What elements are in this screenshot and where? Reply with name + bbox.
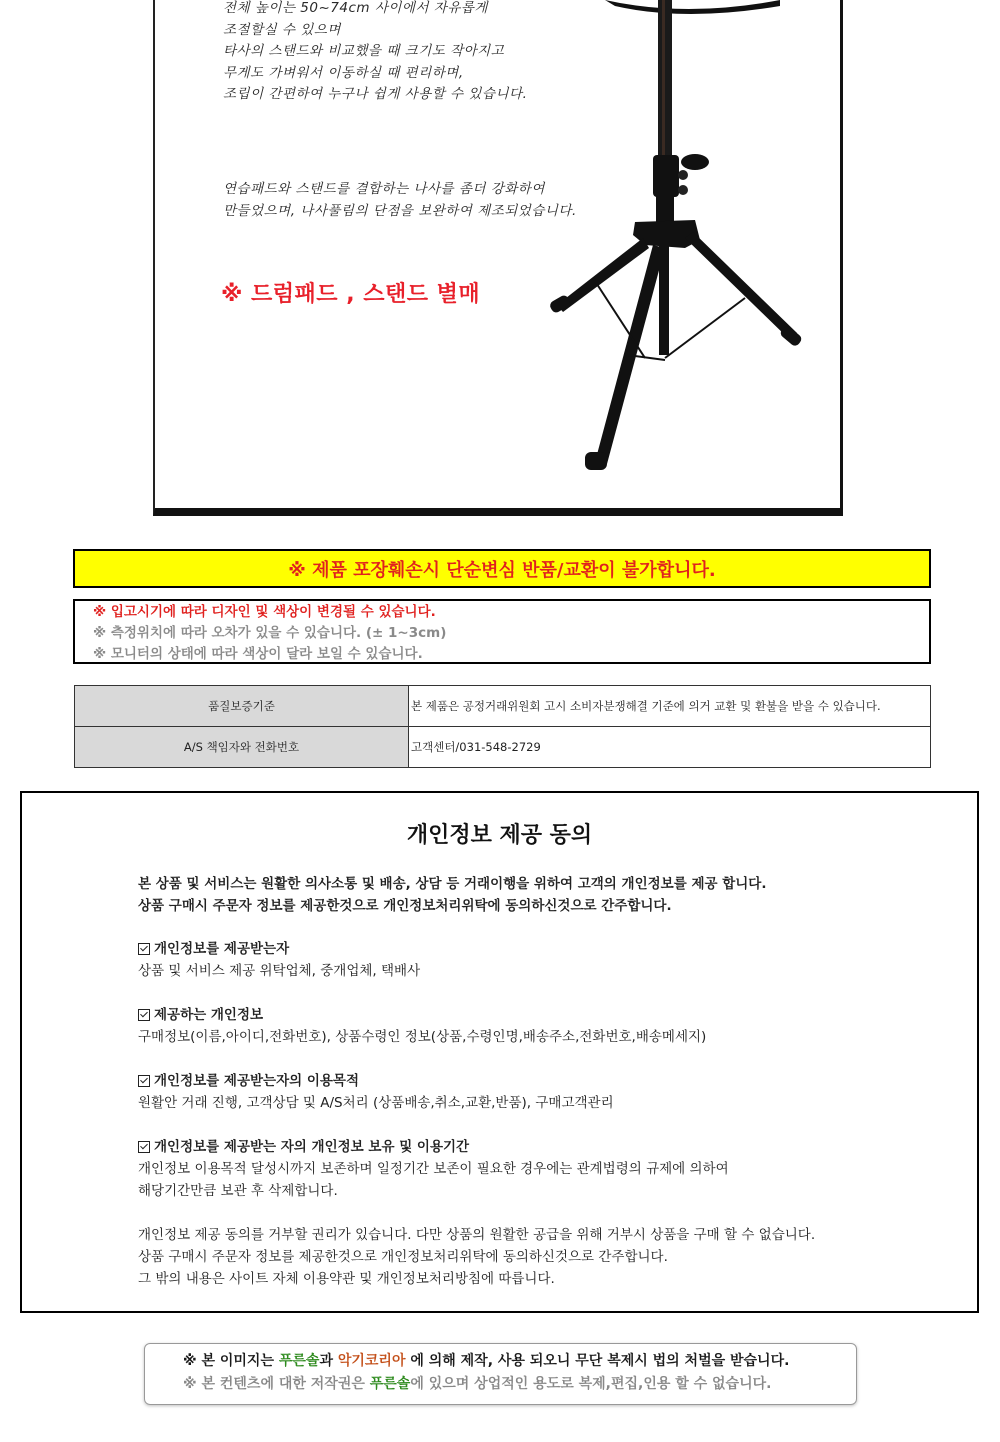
consent-section-retention [138, 1136, 938, 1202]
product-image [153, 0, 843, 516]
checkbox-checked-icon [138, 943, 150, 955]
description-line: 전체 높이는 50~74cm 사이에서 자유롭게 [223, 0, 488, 16]
drum-stand-icon [535, 0, 835, 510]
notice-measurement-error: ※ 측정위치에 따라 오차가 있을 수 있습니다. (± 1~3cm) [93, 625, 447, 641]
section-heading-text: 개인정보를 제공받는자 [154, 941, 290, 957]
section-body: 개인정보 이용목적 달성시까지 보존하며 일정기간 보존이 필요한 경우에는 관계법령의 규제에 의하여 [138, 1161, 729, 1177]
description-line: 조립이 간편하여 누구나 쉽게 사용할 수 있습니다. [223, 86, 528, 102]
privacy-consent-section [20, 791, 979, 1313]
consent-closing [138, 1224, 938, 1290]
notice-box [73, 599, 931, 664]
brand-name-pureunsol: 푸른솔 [369, 1376, 411, 1392]
copyright-text: 과 [319, 1353, 338, 1369]
section-heading [138, 1004, 938, 1026]
notice-monitor-color: ※ 모니터의 상태에 따라 색상이 달라 보일 수 있습니다. [93, 646, 423, 662]
consent-intro [138, 873, 938, 917]
consent-title: 개인정보 제공 동의 [406, 823, 593, 848]
checkbox-checked-icon [138, 1075, 150, 1087]
sold-separately-note: ※ 드럼패드 , 스탠드 별매 [221, 282, 481, 307]
section-body: 구매정보(이름,아이디,전화번호), 상품수령인 정보(상품,수령인명,배송주소,전화번호,배송메세지) [138, 1029, 707, 1045]
description-line: 무게도 가벼워서 이동하실 때 편리하며, [223, 64, 464, 81]
notice-design-change: ※ 입고시기에 따라 디자인 및 색상이 변경될 수 있습니다. [93, 604, 436, 620]
product-description-1 [223, 0, 527, 106]
consent-content [138, 873, 938, 1290]
section-body: 해당기간만큼 보관 후 삭제합니다. [138, 1183, 338, 1199]
copyright-text: 에 의해 제작, 사용 되오니 무단 복제시 법의 처벌을 받습니다. [405, 1353, 790, 1369]
checkbox-checked-icon [138, 1141, 150, 1153]
section-body: 상품 및 서비스 제공 위탁업체, 중개업체, 택배사 [138, 963, 421, 979]
consent-section-provided-info [138, 1004, 938, 1048]
description-line: 조절할실 수 있으며 [223, 21, 341, 38]
table-row [75, 686, 931, 727]
intro-line: 본 상품 및 서비스는 원활한 의사소통 및 배송, 상담 등 거래이행을 위하여 고객의 개인정보를 제공 합니다. [138, 876, 767, 892]
brand-name-akgikorea: 악기코리아 [337, 1353, 406, 1369]
closing-line: 개인정보 제공 동의를 거부할 권리가 있습니다. 다만 상품의 원활한 공급을 위해 거부시 상품을 구매 할 수 없습니다. [138, 1227, 816, 1243]
checkbox-checked-icon [138, 1009, 150, 1021]
return-warning-banner: ※ 제품 포장훼손시 단순변심 반품/교환이 불가합니다. [73, 549, 931, 588]
section-heading-text: 제공하는 개인정보 [154, 1007, 264, 1023]
section-heading-text: 개인정보를 제공받는 자의 개인정보 보유 및 이용기간 [154, 1139, 470, 1155]
copyright-notice [144, 1343, 857, 1405]
table-value: 본 제품은 공정거래위원회 고시 소비자분쟁해결 기준에 의거 교환 및 환불을 받을 수 있습니다. [409, 686, 931, 727]
description-line: 타사의 스탠드와 비교했을 때 크기도 작아지고 [223, 43, 505, 59]
closing-line: 상품 구매시 주문자 정보를 제공한것으로 개인정보처리위탁에 동의하신것으로 간주합니다. [138, 1249, 668, 1265]
intro-line: 상품 구매시 주문자 정보를 제공한것으로 개인정보처리위탁에 동의하신것으로 간주합니다. [138, 898, 672, 914]
info-table [74, 685, 931, 768]
section-heading-text: 개인정보를 제공받는자의 이용목적 [154, 1073, 360, 1089]
table-value: 고객센터/031-548-2729 [409, 727, 931, 768]
consent-section-purpose [138, 1070, 938, 1114]
brand-name-pureunsol: 푸른솔 [278, 1353, 320, 1369]
copyright-line-2 [183, 1372, 856, 1396]
section-heading [138, 1136, 938, 1158]
description-line: 연습패드와 스탠드를 결합하는 나사를 좀더 강화하여 [223, 181, 545, 197]
section-heading [138, 1070, 938, 1092]
consent-section-recipient [138, 938, 938, 982]
copyright-text: ※ 본 컨텐츠에 대한 저작권은 [183, 1376, 370, 1392]
copyright-text: ※ 본 이미지는 [183, 1353, 279, 1369]
copyright-line-1 [183, 1350, 856, 1372]
closing-line: 그 밖의 내용은 사이트 자체 이용약관 및 개인정보처리방침에 따릅니다. [138, 1271, 555, 1287]
copyright-text: 에 있으며 상업적인 용도로 복제,편집,인용 할 수 없습니다. [410, 1376, 772, 1392]
product-description-2 [223, 179, 577, 222]
table-label: 품질보증기준 [75, 686, 409, 727]
table-row [75, 727, 931, 768]
table-label: A/S 책임자와 전화번호 [75, 727, 409, 768]
section-heading [138, 938, 938, 960]
section-body: 원활안 거래 진행, 고객상담 및 A/S처리 (상품배송,취소,교환,반품), 구매고객관리 [138, 1095, 614, 1111]
description-line: 만들었으며, 나사풀림의 단점을 보완하여 제조되었습니다. [223, 202, 577, 219]
